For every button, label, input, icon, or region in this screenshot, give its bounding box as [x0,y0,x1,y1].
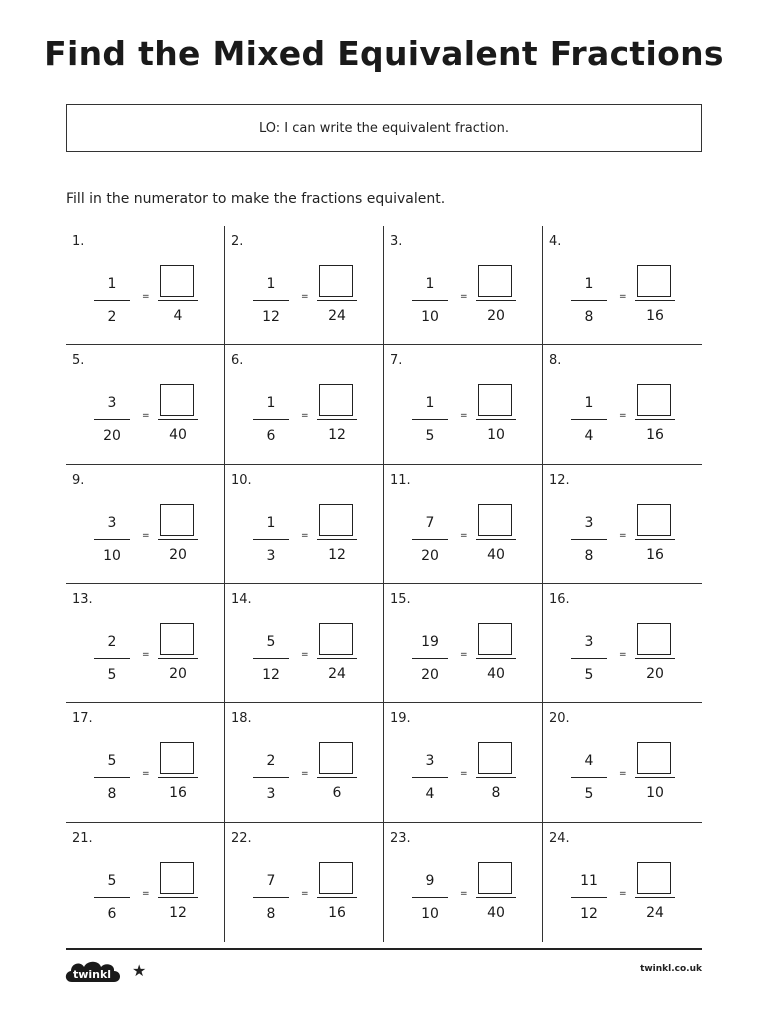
answer-box[interactable] [637,265,671,297]
answer-box[interactable] [637,384,671,416]
answer-fraction [317,859,357,919]
given-denominator: 8 [584,309,594,325]
answer-box[interactable] [478,862,512,894]
given-denominator: 4 [425,786,435,803]
answer-fraction [635,859,675,919]
answer-fraction [158,620,198,680]
answer-fraction [317,739,357,802]
fraction-bar [253,539,289,540]
given-fraction [94,276,130,325]
given-denominator: 4 [584,428,594,445]
problem-cell [384,703,543,822]
equals-sign: = [142,769,150,780]
equals-sign: = [460,888,468,899]
fraction-bar [94,539,130,540]
page-title: Find the Mixed Equivalent Fractions [44,34,724,73]
fraction-bar [635,897,675,898]
problem-number: 7. [390,353,403,369]
fraction-bar [158,419,198,420]
answer-fraction [635,381,675,444]
equals-sign: = [142,888,150,899]
given-numerator: 11 [580,872,598,889]
problem-number: 4. [549,234,562,249]
target-denominator: 16 [646,308,664,324]
given-numerator: 1 [425,276,435,292]
answer-fraction [635,739,675,802]
given-numerator: 1 [107,276,117,292]
star-icon: ★ [132,961,147,980]
fraction-bar [412,300,448,301]
fraction-bar [158,300,198,301]
target-denominator: 12 [328,427,346,444]
fraction-bar [635,419,675,420]
problem-number: 2. [231,234,244,249]
target-denominator: 40 [487,546,505,563]
problem-number: 8. [549,353,562,369]
problem-cell [384,823,543,942]
problem-cell [66,823,225,942]
problem-number: 17. [72,711,93,727]
problem-cell [384,584,543,703]
fraction-bar [476,300,516,301]
given-numerator: 1 [266,395,276,412]
fraction-bar [412,897,448,898]
problem-cell [225,226,384,345]
answer-box[interactable] [637,862,671,894]
fraction-bar [94,777,130,778]
problem-grid [66,226,702,942]
fraction-bar [635,539,675,540]
problem-number: 13. [72,592,93,607]
given-denominator: 20 [421,547,439,564]
given-fraction [412,634,448,683]
fraction-bar [317,539,357,540]
fraction-bar [317,300,357,301]
given-fraction [571,514,607,564]
equals-sign: = [301,292,309,302]
answer-box[interactable] [160,862,194,894]
equals-sign: = [619,292,627,302]
given-fraction [571,634,607,683]
problem-cell [384,465,543,584]
given-denominator: 2 [107,309,117,325]
problem-cell [543,345,702,464]
twinkl-logo [62,956,124,988]
given-denominator: 3 [266,786,276,803]
fraction-bar [94,419,130,420]
fraction-bar [412,539,448,540]
answer-fraction [476,262,516,322]
fraction-bar [476,658,516,659]
problem-number: 24. [549,830,570,846]
given-numerator: 3 [107,514,117,531]
problem-number: 20. [549,711,570,727]
equals-sign: = [619,888,627,899]
equals-sign: = [301,411,309,422]
answer-box[interactable] [319,265,353,297]
fraction-bar [476,419,516,420]
target-denominator: 40 [487,904,505,921]
given-fraction [571,276,607,325]
given-numerator: 5 [266,634,276,650]
fraction-bar [635,777,675,778]
fraction-bar [635,658,675,659]
fraction-bar [571,300,607,301]
target-denominator: 16 [646,427,664,444]
problem-cell [225,584,384,703]
fraction-bar [571,897,607,898]
fraction-bar [571,539,607,540]
instruction-text: Fill in the numerator to make the fractions equivalent. [66,191,446,207]
given-denominator: 8 [584,547,594,564]
given-fraction [94,634,130,683]
given-numerator: 3 [425,753,435,770]
problem-number: 10. [231,472,252,488]
problem-number: 22. [231,830,252,846]
fraction-bar [158,777,198,778]
fraction-bar [94,300,130,301]
fraction-bar [571,777,607,778]
target-denominator: 6 [332,785,342,802]
problem-cell [225,465,384,584]
given-denominator: 6 [266,428,276,445]
answer-fraction [635,620,675,680]
given-fraction [253,395,289,445]
given-denominator: 20 [103,428,121,445]
equals-sign: = [301,530,309,541]
problem-cell [225,823,384,942]
target-denominator: 10 [487,427,505,444]
given-numerator: 9 [425,872,435,889]
given-denominator: 8 [107,786,117,803]
fraction-bar [571,658,607,659]
given-denominator: 5 [584,667,594,683]
problem-number: 15. [390,592,411,607]
equals-sign: = [301,769,309,780]
fraction-bar [412,419,448,420]
given-fraction [412,872,448,922]
equals-sign: = [460,292,468,302]
given-fraction [94,753,130,803]
target-denominator: 16 [169,785,187,802]
given-fraction [412,753,448,803]
given-numerator: 1 [584,395,594,412]
given-fraction [571,395,607,445]
given-numerator: 19 [421,634,439,650]
fraction-bar [412,777,448,778]
problem-number: 6. [231,353,244,369]
answer-box[interactable] [637,623,671,655]
given-denominator: 12 [580,905,598,922]
equals-sign: = [142,530,150,541]
fraction-bar [158,897,198,898]
given-fraction [412,276,448,325]
problem-number: 21. [72,830,93,846]
given-numerator: 1 [425,395,435,412]
problem-cell [543,823,702,942]
fraction-bar [317,658,357,659]
target-denominator: 16 [328,904,346,921]
given-fraction [253,753,289,803]
given-denominator: 10 [421,905,439,922]
equals-sign: = [619,411,627,422]
fraction-bar [476,897,516,898]
answer-box[interactable] [478,504,512,536]
given-numerator: 5 [107,753,117,770]
answer-fraction [635,262,675,322]
given-denominator: 5 [584,786,594,803]
problem-cell [66,584,225,703]
problem-cell [543,465,702,584]
answer-fraction [317,501,357,561]
given-denominator: 5 [107,667,117,683]
answer-box[interactable] [319,384,353,416]
answer-fraction [158,381,198,444]
given-numerator: 2 [266,753,276,770]
answer-fraction [158,262,198,322]
given-denominator: 5 [425,428,435,445]
fraction-bar [317,419,357,420]
equals-sign: = [619,650,627,660]
problem-cell [384,226,543,345]
problem-number: 19. [390,711,411,727]
answer-fraction [635,501,675,561]
target-denominator: 8 [491,785,501,802]
given-denominator: 10 [103,547,121,564]
problem-cell [66,226,225,345]
answer-fraction [476,859,516,919]
fraction-bar [571,419,607,420]
fraction-bar [253,419,289,420]
given-denominator: 10 [421,309,439,325]
fraction-bar [158,539,198,540]
given-fraction [571,872,607,922]
answer-box[interactable] [319,623,353,655]
problem-cell [66,345,225,464]
given-denominator: 12 [262,309,280,325]
problem-cell [384,345,543,464]
given-numerator: 7 [266,872,276,889]
answer-fraction [476,381,516,444]
fraction-bar [317,777,357,778]
target-denominator: 12 [328,546,346,563]
problem-number: 9. [72,472,85,488]
problem-number: 18. [231,711,252,727]
equals-sign: = [460,530,468,541]
equals-sign: = [460,650,468,660]
problem-number: 5. [72,353,85,369]
target-denominator: 20 [169,666,187,682]
target-denominator: 10 [646,785,664,802]
given-numerator: 1 [266,276,276,292]
target-denominator: 16 [646,546,664,563]
given-numerator: 5 [107,872,117,889]
given-numerator: 3 [107,395,117,412]
given-fraction [94,872,130,922]
fraction-bar [476,539,516,540]
equals-sign: = [619,530,627,541]
target-denominator: 24 [328,308,346,324]
given-numerator: 3 [584,634,594,650]
fraction-bar [158,658,198,659]
answer-fraction [158,501,198,561]
problem-number: 3. [390,234,403,249]
given-numerator: 1 [584,276,594,292]
answer-box[interactable] [319,862,353,894]
given-numerator: 2 [107,634,117,650]
problem-number: 1. [72,234,85,249]
target-denominator: 40 [487,666,505,682]
fraction-bar [635,300,675,301]
target-denominator: 4 [173,308,183,324]
fraction-bar [253,777,289,778]
equals-sign: = [301,650,309,660]
given-numerator: 4 [584,753,594,770]
twinkl-logo-cloud [62,956,124,988]
problem-number: 12. [549,472,570,488]
equals-sign: = [460,769,468,780]
problem-cell [225,345,384,464]
problem-number: 23. [390,830,411,846]
given-numerator: 7 [425,514,435,531]
answer-fraction [317,381,357,444]
learning-objective-box [66,104,702,152]
equals-sign: = [619,769,627,780]
given-numerator: 1 [266,514,276,531]
equals-sign: = [301,888,309,899]
answer-box[interactable] [478,384,512,416]
problem-cell [225,703,384,822]
fraction-bar [412,658,448,659]
given-denominator: 20 [421,667,439,683]
fraction-bar [476,777,516,778]
answer-box[interactable] [478,623,512,655]
target-denominator: 24 [328,666,346,682]
fraction-bar [253,300,289,301]
answer-box[interactable] [160,384,194,416]
given-denominator: 12 [262,667,280,683]
given-fraction [412,514,448,564]
given-numerator: 3 [584,514,594,531]
target-denominator: 20 [169,546,187,563]
answer-box[interactable] [160,742,194,774]
answer-box[interactable] [319,504,353,536]
target-denominator: 20 [487,308,505,324]
footer-divider [66,948,702,950]
given-fraction [571,753,607,803]
answer-box[interactable] [319,742,353,774]
answer-fraction [476,620,516,680]
answer-box[interactable] [160,504,194,536]
answer-fraction [158,739,198,802]
answer-fraction [317,620,357,680]
given-fraction [94,514,130,564]
logo-text: twinkl [72,968,112,981]
problem-number: 16. [549,592,570,607]
answer-box[interactable] [160,265,194,297]
answer-fraction [476,501,516,561]
equals-sign: = [142,650,150,660]
target-denominator: 12 [169,904,187,921]
given-fraction [253,872,289,922]
problem-number: 11. [390,472,411,488]
given-fraction [253,634,289,683]
fraction-bar [253,897,289,898]
fraction-bar [317,897,357,898]
given-denominator: 6 [107,905,117,922]
problem-cell [66,465,225,584]
answer-fraction [476,739,516,802]
equals-sign: = [142,292,150,302]
target-denominator: 40 [169,427,187,444]
fraction-bar [94,658,130,659]
given-fraction [412,395,448,445]
answer-box[interactable] [478,742,512,774]
problem-cell [543,226,702,345]
answer-fraction [158,859,198,919]
given-denominator: 3 [266,547,276,564]
site-url: twinkl.co.uk [640,964,702,974]
problem-cell [543,584,702,703]
answer-box[interactable] [478,265,512,297]
given-denominator: 8 [266,905,276,922]
answer-box[interactable] [637,504,671,536]
given-fraction [253,514,289,564]
equals-sign: = [460,411,468,422]
target-denominator: 24 [646,904,664,921]
problem-cell [66,703,225,822]
fraction-bar [94,897,130,898]
learning-objective-text: LO: I can write the equivalent fraction. [259,120,509,136]
given-fraction [253,276,289,325]
fraction-bar [253,658,289,659]
problem-number: 14. [231,592,252,607]
target-denominator: 20 [646,666,664,682]
answer-box[interactable] [160,623,194,655]
answer-box[interactable] [637,742,671,774]
given-fraction [94,395,130,445]
equals-sign: = [142,411,150,422]
problem-cell [543,703,702,822]
answer-fraction [317,262,357,322]
